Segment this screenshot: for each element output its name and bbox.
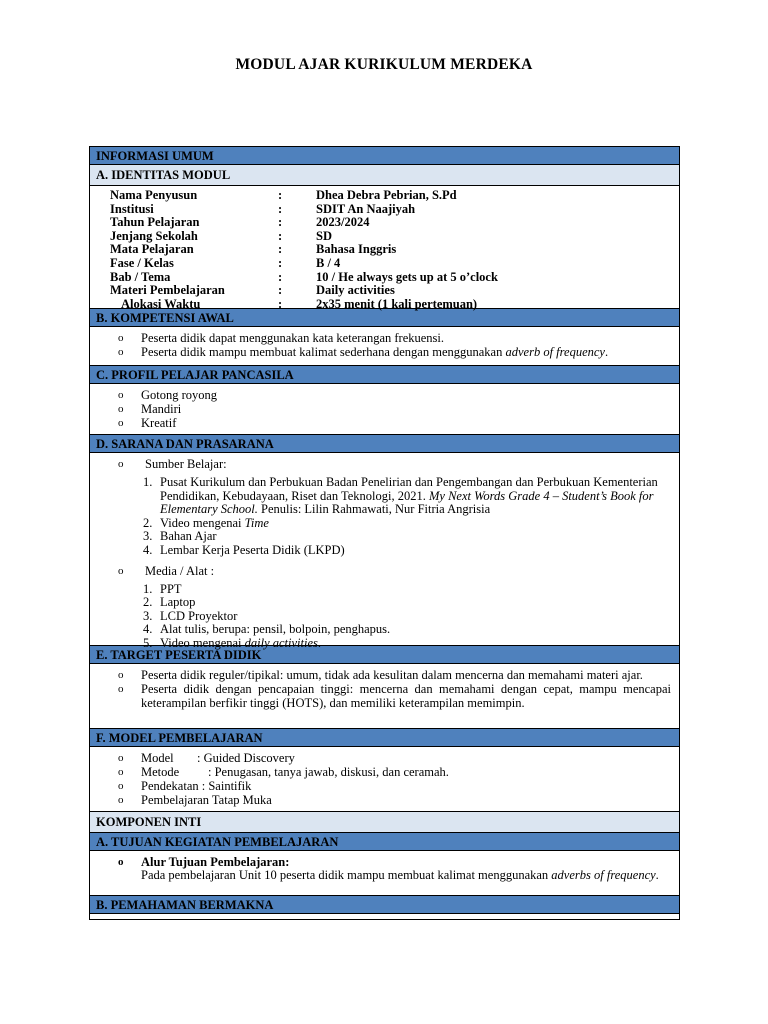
bullet-icon: o: [118, 332, 124, 344]
list-item: o Kreatif: [118, 416, 177, 430]
identitas-row: Tahun Pelajaran : 2023/2024: [110, 215, 370, 230]
list-item: 3. Bahan Ajar: [143, 529, 217, 544]
identitas-row: Bab / Tema : 10 / He always gets up at 5 o’clock: [110, 269, 498, 284]
list-item: o Metode : Penugasan, tanya jawab, diskusi, dan ceramah.: [118, 765, 449, 779]
section-header-profil: C. PROFIL PELAJAR PANCASILA: [90, 366, 679, 384]
tujuan-text: Pada pembelajaran Unit 10 peserta didik mampu membuat kalimat menggunakan adverbs of frequency.: [141, 868, 659, 882]
identitas-section: [90, 186, 679, 309]
tujuan-section: [90, 851, 679, 896]
list-item: o Sumber Belajar:: [118, 457, 227, 471]
list-item: o Mandiri: [118, 402, 182, 416]
profil-section: [90, 384, 679, 435]
identitas-row: Fase / Kelas : B / 4: [110, 255, 341, 270]
bullet-icon: o: [118, 346, 124, 358]
list-item: o Gotong royong: [118, 388, 218, 402]
document-title: MODUL AJAR KURIKULUM MERDEKA: [235, 56, 533, 73]
media-list: [90, 583, 671, 651]
list-item: 4. Lembar Kerja Peserta Didik (LKPD): [143, 542, 345, 557]
bullet-icon: o: [118, 389, 124, 401]
bullet-icon: o: [118, 669, 124, 681]
list-item: o Media / Alat :: [118, 563, 215, 578]
target-section: [90, 664, 679, 729]
list-item: 2. Video mengenai Time: [143, 515, 269, 530]
section-header-komponen-inti: KOMPONEN INTI: [90, 812, 679, 833]
identitas-row: Institusi : SDIT An Naajiyah: [110, 201, 416, 216]
section-header-tujuan: A. TUJUAN KEGIATAN PEMBELAJARAN: [90, 833, 679, 851]
section-header-model: F. MODEL PEMBELAJARAN: [90, 729, 679, 747]
list-item: 3. LCD Proyektor: [143, 608, 238, 623]
section-header-informasi-umum: INFORMASI UMUM: [90, 147, 679, 165]
identitas-row: Nama Penyusun : Dhea Debra Pebrian, S.Pd: [110, 188, 457, 202]
bullet-icon: o: [118, 752, 124, 764]
list-item: o Pembelajaran Tatap Muka: [118, 793, 272, 807]
sarana-section: [90, 453, 679, 650]
list-item: 4. Alat tulis, berupa: pensil, bolpoin, penghapus.: [143, 622, 391, 637]
bullet-icon: o: [118, 564, 124, 577]
model-section: [90, 747, 679, 812]
list-item: o Alur Tujuan Pembelajaran:: [118, 855, 290, 869]
pemahaman-section: [90, 914, 679, 920]
bullet-icon: o: [118, 683, 124, 695]
bullet-icon: o: [118, 766, 124, 778]
list-item: o Model : Guided Discovery: [118, 751, 295, 765]
bullet-icon: o: [118, 780, 124, 792]
list-item: o Pendekatan : Saintifik: [118, 779, 252, 793]
identitas-row: Jenjang Sekolah : SD: [110, 228, 332, 243]
bullet-icon: o: [118, 856, 124, 868]
list-item: o Peserta didik dengan pencapaian tinggi: mencerna dan memahami dengan cepat, mampu mencapai keterampilan berfikir tinggi (HOTS), dan memiliki keterampilan memimpin.: [118, 682, 671, 710]
identitas-row: Alokasi Waktu : 2x35 menit (1 kali pertemuan): [121, 296, 478, 311]
identitas-row: Materi Pembelajaran : Daily activities: [110, 283, 395, 298]
sumber-list: [90, 476, 671, 558]
list-item: o Peserta didik mampu membuat kalimat sederhana dengan menggunakan adverb of frequency.: [118, 345, 609, 359]
bullet-icon: o: [118, 794, 124, 806]
bullet-icon: o: [118, 403, 124, 415]
section-header-kompetensi: B. KOMPETENSI AWAL: [90, 309, 679, 327]
section-header-sarana: D. SARANA DAN PRASARANA: [90, 435, 679, 453]
list-item: o Peserta didik dapat menggunakan kata keterangan frekuensi.: [118, 331, 445, 345]
module-table: [89, 146, 680, 920]
section-header-identitas: A. IDENTITAS MODUL: [90, 165, 679, 186]
bullet-icon: o: [118, 458, 124, 470]
identitas-row: Mata Pelajaran : Bahasa Inggris: [110, 242, 397, 257]
bullet-icon: o: [118, 417, 124, 429]
list-item: 2. Laptop: [143, 595, 196, 610]
kompetensi-section: [90, 327, 679, 366]
section-header-pemahaman: B. PEMAHAMAN BERMAKNA: [90, 896, 679, 914]
list-item: 5. Video mengenai daily activities.: [143, 635, 322, 650]
list-item: o Peserta didik reguler/tipikal: umum, tidak ada kesulitan dalam mencerna dan memahami materi ajar.: [118, 668, 643, 682]
list-item: 1. Pusat Kurikulum dan Perbukuan Badan Penelirian dan Pengembangan dan Perbukuan Kementerian Pendidikan, Kebudayaan, Riset dan Teknologi, 2021. My Next Words Grade 4 – Student’s Book for Elementary School. Penulis: Lilin Rahmawati, Nur Fitria Angrisia: [143, 475, 658, 517]
section-header-target: E. TARGET PESERTA DIDIK: [90, 646, 679, 664]
list-item: 1. PPT: [143, 581, 182, 596]
